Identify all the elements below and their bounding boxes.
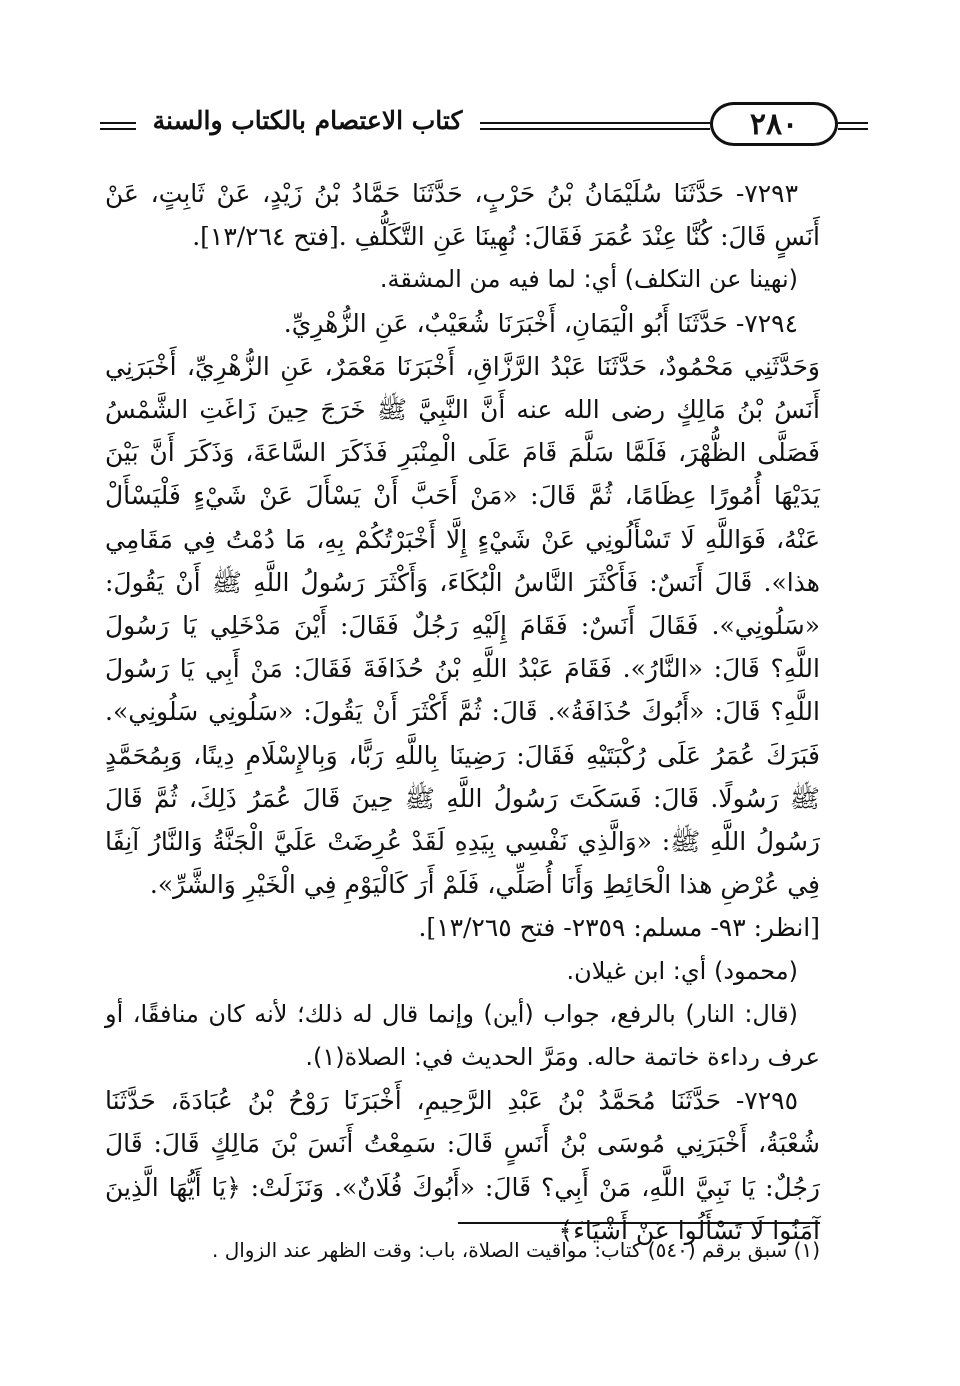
header-rule-middle: [480, 122, 710, 130]
page-number: ٢٨٠: [710, 102, 838, 146]
hadith-7294-chain: ٧٢٩٤- حَدَّثَنَا أَبُو الْيَمَانِ، أَخْبَرَنَا شُعَيْبٌ، عَنِ الزُّهْرِيِّ.: [283, 308, 798, 338]
hadith-7293: ٧٢٩٣- حَدَّثَنَا سُلَيْمَانُ بْنُ حَرْبٍ، حَدَّثَنَا حَمَّادُ بْنُ زَيْدٍ، عَنْ ثَابِتٍ، عَنْ أَنَسٍ قَالَ: كُنَّا عِنْدَ عُمَرَ فَقَالَ: نُهِينَا عَنِ التَّكَلُّفِ .[فتح ١٣/٢٦٤].: [105, 179, 820, 252]
footnote-separator: [458, 1222, 820, 1224]
header-rule-left: [100, 122, 136, 130]
page-header: [100, 100, 830, 152]
hadith-7294-text: وَحَدَّثَنِي مَحْمُودٌ، حَدَّثَنَا عَبْدُ الرَّزَّاقِ، أَخْبَرَنَا مَعْمَرٌ، عَنِ الزُّهْرِيِّ، أَخْبَرَنِي أَنَسُ بْنُ مَالِكٍ رضى الله عنه أَنَّ النَّبِيَّ ﷺ خَرَجَ حِينَ زَاغَتِ الشَّمْسُ فَصَلَّى الظُّهْرَ، فَلَمَّا سَلَّمَ قَامَ عَلَى الْمِنْبَرِ فَذَكَرَ السَّاعَةَ، وَذَكَرَ أَنَّ بَيْنَ يَدَيْهَا أُمُورًا عِظَامًا، ثُمَّ قَالَ: «مَنْ أَحَبَّ أَنْ يَسْأَلَ عَنْ شَيْءٍ فَلْيَسْأَلْ عَنْهُ، فَوَاللَّهِ لَا تَسْأَلُونِي عَنْ شَيْءٍ إِلَّا أَخْبَرْتُكُمْ بِهِ، مَا دُمْتُ فِي مَقَامِي هذا». قَالَ أَنَسٌ: فَأَكْثَرَ النَّاسُ الْبُكَاءَ، وَأَكْثَرَ رَسُولُ اللَّهِ ﷺ أَنْ يَقُولَ: «سَلُونِي». فَقَالَ أَنَسٌ: فَقَامَ إِلَيْهِ رَجُلٌ فَقَالَ: أَيْنَ مَدْخَلِي يَا رَسُولَ اللَّهِ؟ قَالَ: «النَّارُ». فَقَامَ عَبْدُ اللَّهِ بْنُ حُذَافَةَ فَقَالَ: مَنْ أَبِي يَا رَسُولَ اللَّهِ؟ قَالَ: «أَبُوكَ حُذَافَةُ». قَالَ: ثُمَّ أَكْثَرَ أَنْ يَقُولَ: «سَلُونِي سَلُونِي». فَبَرَكَ عُمَرُ عَلَى رُكْبَتَيْهِ فَقَالَ: رَضِينَا بِاللَّهِ رَبًّا، وَبِالإِسْلَامِ دِينًا، وَبِمُحَمَّدٍ ﷺ رَسُولًا. قَالَ: فَسَكَتَ رَسُولُ اللَّهِ ﷺ حِينَ قَالَ عُمَرُ ذَلِكَ، ثُمَّ قَالَ رَسُولُ اللَّهِ ﷺ: «وَالَّذِي نَفْسِي بِيَدِهِ لَقَدْ عُرِضَتْ عَلَيَّ الْجَنَّةُ وَالنَّارُ آنِفًا فِي عُرْضِ هذا الْحَائِطِ وَأَنَا أُصَلِّي، فَلَمْ أَرَ كَالْيَوْمِ فِي الْخَيْرِ وَالشَّرِّ».: [105, 351, 820, 900]
hadith-7295: ٧٢٩٥- حَدَّثَنَا مُحَمَّدُ بْنُ عَبْدِ الرَّحِيمِ، أَخْبَرَنَا رَوْحُ بْنُ عُبَادَةَ، حَدَّثَنَا شُعْبَةُ، أَخْبَرَنِي مُوسَى بْنُ أَنَسٍ قَالَ: سَمِعْتُ أَنَسَ بْنَ مَالِكٍ قَالَ: قَالَ رَجُلٌ: يَا نَبِيَّ اللَّهِ، مَنْ أَبِي؟ قَالَ: «أَبُوكَ فُلَانٌ». وَنَزَلَتْ: ﴿يَا أَيُّهَا الَّذِينَ آمَنُوا لَا تَسْأَلُوا عَنْ أَشْيَاءَ﴾: [105, 1086, 820, 1245]
commentary-qal-annar: (قال: النار) بالرفع، جواب (أين) وإنما قال له ذلك؛ لأنه كان منافقًا، أو عرف رداءة خاتمة حاله. ومَرَّ الحديث في: الصلاة(١).: [105, 999, 820, 1072]
commentary-takalluf: (نهينا عن التكلف) أي: لما فيه من المشقة.: [379, 265, 798, 294]
header-rule-right: [838, 122, 868, 130]
book-title: كتاب الاعتصام بالكتاب والسنة: [152, 106, 463, 135]
footnote: (١) سبق برقم (٥٤٠) كتاب: مواقيت الصلاة، باب: وقت الظهر عند الزوال .: [211, 1238, 820, 1262]
commentary-mahmud: (محمود) أي: ابن غيلان.: [566, 956, 798, 985]
page-body: [105, 172, 820, 1252]
hadith-7294-reference: [انظر: ٩٣- مسلم: ٢٣٥٩- فتح ١٣/٢٦٥].: [418, 913, 820, 943]
